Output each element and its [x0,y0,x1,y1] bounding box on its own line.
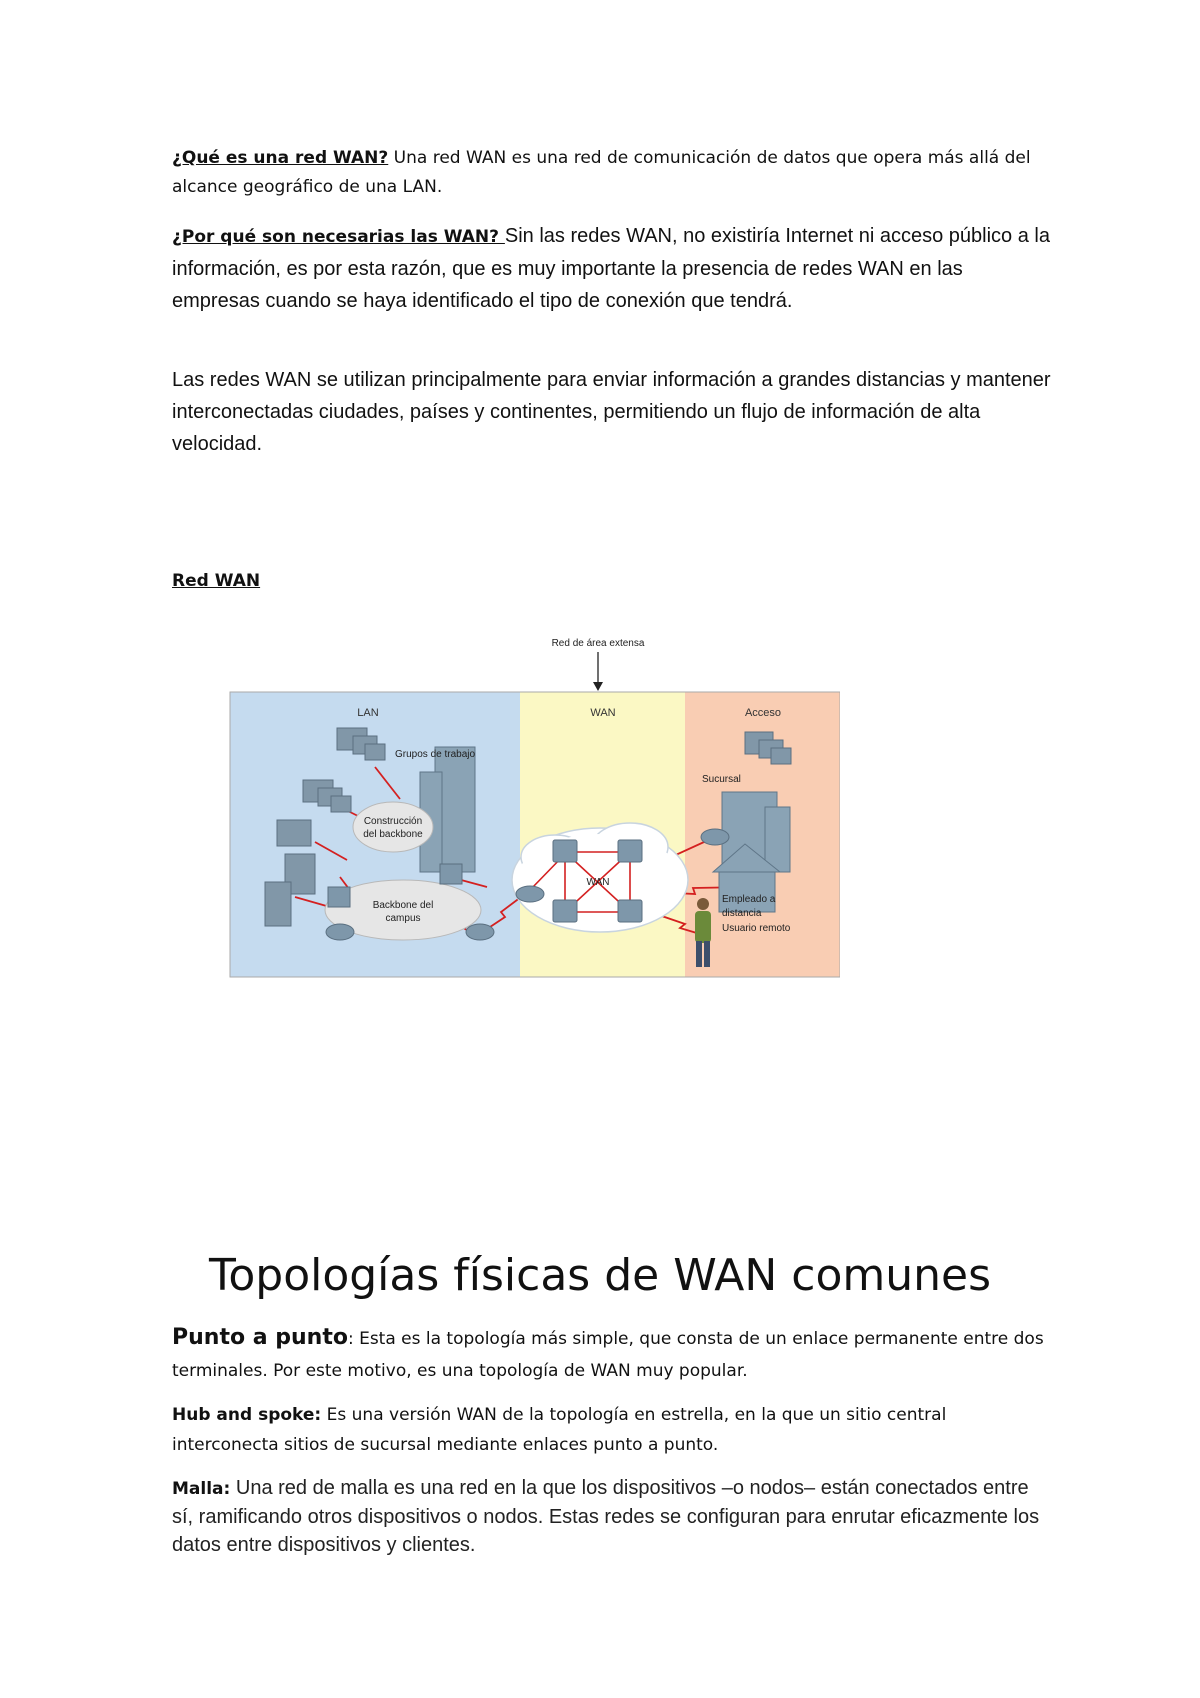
label-campus-1: Backbone del [372,900,434,911]
answer-what-is-wan: Una red WAN es una red de comunicación de datos que opera más allá del alcance geográfico de una LAN. [172,148,1031,197]
zone-access-label: Acceso [744,707,782,719]
paragraph-why-wan [172,220,1052,317]
label-remote-3: Usuario remoto [722,923,791,934]
answer-why-wan: Sin las redes WAN, no existiría Internet ni acceso público a la información, es por esta razón, que es muy importante la presencia de redes WAN en las empresas cuando se haya identificado el tipo de conexión que tendrá. [172,225,1050,312]
backbone-build-oval [353,802,433,852]
zone-lan-label: LAN [357,707,379,719]
paragraph-mesh [172,1474,1052,1559]
label-hub-and-spoke: Hub and spoke: [172,1405,322,1425]
cloud-label: WAN [586,877,610,888]
label-remote-2: distancia [722,908,762,919]
text-mesh: Una red de malla es una red en la que los dispositivos –o nodos– están conectados entre sí, ramificando otros dispositivos o nodos. Estas redes se configuran para enrutar eficazmente los datos entre dispositivos y clientes. [172,1477,1040,1556]
label-campus-2: campus [385,913,421,924]
question-what-is-wan: ¿Qué es una red WAN? [172,148,389,168]
figure-heading: Red WAN [172,571,261,591]
paragraph-what-is-wan [172,144,1052,202]
wan-top-label: Red de área extensa [551,638,645,649]
section-title: Topologías físicas de WAN comunes [208,1250,992,1301]
wan-diagram [225,632,840,982]
label-workgroups: Grupos de trabajo [395,749,476,760]
label-branch: Sucursal [702,774,741,785]
question-why-wan: ¿Por qué son necesarias las WAN? [172,227,505,247]
paragraph-hub-and-spoke [172,1400,1052,1460]
wan-top-arrowhead [593,682,603,691]
text-point-to-point: : Esta es la topología más simple, que consta de un enlace permanente entre dos terminales. Por este motivo, es una topología de WAN muy popular. [172,1329,1044,1381]
paragraph-wan-usage: Las redes WAN se utilizan principalmente para enviar información a grandes distancias y mantener interconectadas ciudades, países y continentes, permitiendo un flujo de información de alta velocidad. [172,369,1051,455]
paragraph-point-to-point [172,1322,1052,1387]
label-point-to-point: Punto a punto [172,1325,348,1350]
label-backbone-build-2: del backbone [363,829,423,840]
zone-wan-label: WAN [590,707,616,719]
label-remote-1: Empleado a [722,894,776,905]
wan-cloud [512,823,688,932]
text-hub-and-spoke: Es una versión WAN de la topología en estrella, en la que un sitio central interconecta sitios de sucursal mediante enlaces punto a punto. [172,1405,947,1455]
label-mesh: Malla: [172,1479,231,1499]
label-backbone-build-1: Construcción [363,816,423,827]
